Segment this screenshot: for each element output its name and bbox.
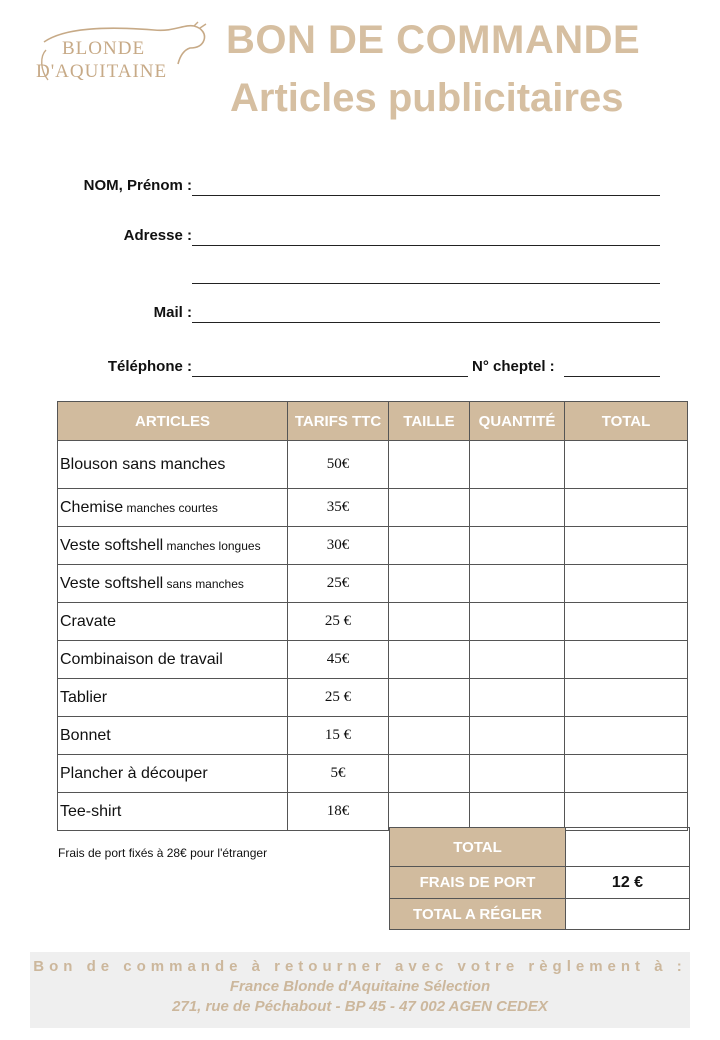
price-cell: 25 € bbox=[288, 679, 389, 717]
name-label: NOM, Prénom : bbox=[83, 177, 192, 194]
quantity-cell[interactable] bbox=[470, 527, 565, 565]
shipping-row bbox=[390, 867, 690, 899]
article-detail: manches courtes bbox=[123, 500, 218, 515]
quantity-cell[interactable] bbox=[470, 793, 565, 831]
total-label: TOTAL bbox=[390, 828, 566, 867]
article-detail: manches longues bbox=[163, 538, 261, 553]
footer-address: 271, rue de Péchabout - BP 45 - 47 002 AGEN CEDEX bbox=[172, 998, 548, 1015]
article-name: Cravate bbox=[60, 612, 117, 630]
table-row bbox=[58, 527, 688, 565]
total-value-cell[interactable] bbox=[566, 828, 690, 867]
total-cell[interactable] bbox=[565, 603, 688, 641]
table-row bbox=[58, 755, 688, 793]
price-cell: 25€ bbox=[288, 565, 389, 603]
shipping-value: 12 € bbox=[566, 867, 690, 899]
article-name: Veste softshell bbox=[60, 536, 164, 554]
size-cell[interactable] bbox=[389, 755, 470, 793]
article-name: Blouson sans manches bbox=[60, 455, 226, 473]
page-title: BON DE COMMANDE bbox=[226, 18, 641, 62]
price-cell: 25 € bbox=[288, 603, 389, 641]
total-cell[interactable] bbox=[565, 565, 688, 603]
table-row bbox=[58, 489, 688, 527]
table-row bbox=[58, 717, 688, 755]
size-cell[interactable] bbox=[389, 641, 470, 679]
size-cell[interactable] bbox=[389, 565, 470, 603]
col-header-articles: ARTICLES bbox=[58, 402, 288, 441]
logo-line-1: BLONDE bbox=[62, 38, 146, 59]
price-cell: 5€ bbox=[288, 755, 389, 793]
order-table bbox=[57, 401, 688, 831]
phone-field[interactable] bbox=[192, 376, 468, 377]
mail-field[interactable] bbox=[192, 322, 660, 323]
total-row bbox=[390, 828, 690, 867]
footer-box bbox=[30, 952, 690, 1028]
article-cell bbox=[58, 679, 288, 717]
size-cell[interactable] bbox=[389, 527, 470, 565]
price-cell: 45€ bbox=[288, 641, 389, 679]
col-header-quantity: QUANTITÉ bbox=[470, 402, 565, 441]
article-cell bbox=[58, 527, 288, 565]
footer-organization: France Blonde d'Aquitaine Sélection bbox=[229, 978, 491, 995]
article-cell bbox=[58, 793, 288, 831]
table-row bbox=[58, 641, 688, 679]
quantity-cell[interactable] bbox=[470, 679, 565, 717]
table-header-row bbox=[58, 402, 688, 441]
table-row bbox=[58, 793, 688, 831]
table-row bbox=[58, 441, 688, 489]
size-cell[interactable] bbox=[389, 441, 470, 489]
article-cell bbox=[58, 717, 288, 755]
col-header-total: TOTAL bbox=[565, 402, 688, 441]
quantity-cell[interactable] bbox=[470, 441, 565, 489]
total-cell[interactable] bbox=[565, 641, 688, 679]
total-cell[interactable] bbox=[565, 679, 688, 717]
size-cell[interactable] bbox=[389, 679, 470, 717]
size-cell[interactable] bbox=[389, 717, 470, 755]
table-row bbox=[58, 679, 688, 717]
price-cell: 18€ bbox=[288, 793, 389, 831]
article-cell bbox=[58, 441, 288, 489]
quantity-cell[interactable] bbox=[470, 489, 565, 527]
quantity-cell[interactable] bbox=[470, 565, 565, 603]
price-cell: 50€ bbox=[288, 441, 389, 489]
total-cell[interactable] bbox=[565, 489, 688, 527]
size-cell[interactable] bbox=[389, 489, 470, 527]
article-cell bbox=[58, 489, 288, 527]
article-name: Tablier bbox=[60, 688, 108, 706]
article-cell bbox=[58, 565, 288, 603]
address-label: Adresse : bbox=[123, 227, 192, 244]
table-row bbox=[58, 603, 688, 641]
grand-total-row bbox=[390, 899, 690, 930]
total-cell[interactable] bbox=[565, 717, 688, 755]
article-cell bbox=[58, 603, 288, 641]
price-cell: 30€ bbox=[288, 527, 389, 565]
logo-line-2: D'AQUITAINE bbox=[36, 61, 168, 82]
article-cell bbox=[58, 755, 288, 793]
address-field-line-2[interactable] bbox=[192, 283, 660, 284]
price-cell: 35€ bbox=[288, 489, 389, 527]
total-cell[interactable] bbox=[565, 527, 688, 565]
article-name: Bonnet bbox=[60, 726, 111, 744]
shipping-note: Frais de port fixés à 28€ pour l'étranger bbox=[58, 846, 268, 860]
name-field[interactable] bbox=[192, 195, 660, 196]
totals-table bbox=[389, 827, 690, 930]
address-field-line-1[interactable] bbox=[192, 245, 660, 246]
table-row bbox=[58, 565, 688, 603]
quantity-cell[interactable] bbox=[470, 755, 565, 793]
size-cell[interactable] bbox=[389, 603, 470, 641]
article-cell bbox=[58, 641, 288, 679]
quantity-cell[interactable] bbox=[470, 717, 565, 755]
article-detail: sans manches bbox=[163, 576, 244, 591]
shipping-label: FRAIS DE PORT bbox=[390, 867, 566, 899]
price-cell: 15 € bbox=[288, 717, 389, 755]
grand-total-value-cell[interactable] bbox=[566, 899, 690, 930]
col-header-size: TAILLE bbox=[389, 402, 470, 441]
size-cell[interactable] bbox=[389, 793, 470, 831]
total-cell[interactable] bbox=[565, 793, 688, 831]
cheptel-label: N° cheptel : bbox=[472, 358, 555, 375]
phone-label: Téléphone : bbox=[107, 358, 192, 375]
grand-total-label: TOTAL A RÉGLER bbox=[390, 899, 566, 930]
page-subtitle: Articles publicitaires bbox=[230, 76, 624, 120]
article-name: Plancher à découper bbox=[60, 764, 208, 782]
mail-label: Mail : bbox=[153, 304, 192, 321]
col-header-price: TARIFS TTC bbox=[288, 402, 389, 441]
total-cell[interactable] bbox=[565, 755, 688, 793]
article-name: Tee-shirt bbox=[60, 802, 122, 820]
total-cell[interactable] bbox=[565, 441, 688, 489]
quantity-cell[interactable] bbox=[470, 603, 565, 641]
article-name: Chemise bbox=[60, 498, 124, 516]
article-name: Combinaison de travail bbox=[60, 650, 223, 668]
footer-instruction: Bon de commande à retourner avec votre règlement à : bbox=[33, 958, 687, 975]
cheptel-field[interactable] bbox=[564, 376, 660, 377]
brand-logo bbox=[34, 20, 212, 88]
article-name: Veste softshell bbox=[60, 574, 164, 592]
quantity-cell[interactable] bbox=[470, 641, 565, 679]
